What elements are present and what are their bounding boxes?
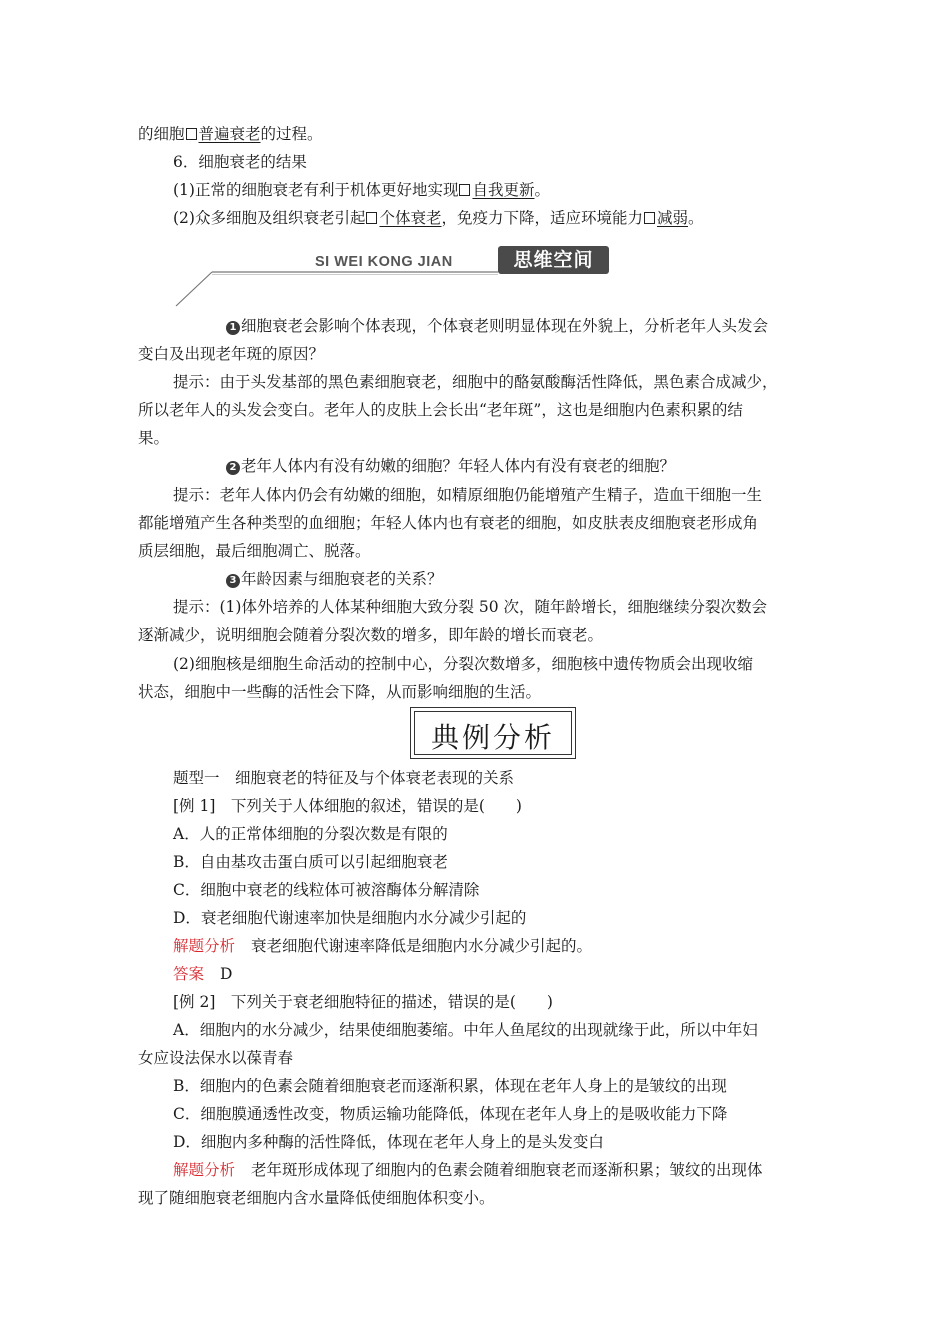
hint-2-line-2: 都能增殖产生各种类型的血细胞；年轻人体内也有衰老的细胞，如皮肤表皮细胞衰老形成角 xyxy=(138,514,759,532)
answer-box xyxy=(186,128,197,140)
hint-1-line-3: 果。 xyxy=(138,429,170,447)
section-6-point-1 xyxy=(173,180,550,200)
text: 。 xyxy=(534,181,550,199)
underlined-answer: 自我更新 xyxy=(472,181,535,199)
hint-1-line-1: 提示：由于头发基部的黑色素细胞衰老，细胞中的酪氨酸酶活性降低，黑色素合成减少， xyxy=(173,373,778,391)
answer-box xyxy=(644,212,655,224)
text: 。 xyxy=(688,209,704,227)
text: 的过程。 xyxy=(260,125,323,143)
analysis-label: 解题分析 xyxy=(173,1161,236,1179)
hint-3-line-2: 逐渐减少，说明细胞会随着分裂次数的增多，即年龄的增长而衰老。 xyxy=(138,626,604,644)
text: (2)众多细胞及组织衰老引起 xyxy=(173,209,366,227)
example-1-option-c: C．细胞中衰老的线粒体可被溶酶体分解清除 xyxy=(173,881,480,899)
example-2-analysis-line-1 xyxy=(173,1160,763,1180)
answer-box xyxy=(459,184,470,196)
answer-label: 答案 xyxy=(173,965,205,983)
question-type-1: 题型一 细胞衰老的特征及与个体衰老表现的关系 xyxy=(173,769,515,787)
example-2-option-a-line-1: A．细胞内的水分减少，结果使细胞萎缩。中年人鱼尾纹的出现就缘于此，所以中年妇 xyxy=(173,1021,758,1039)
analysis-text: 衰老细胞代谢速率降低是细胞内水分减少引起的。 xyxy=(251,937,593,955)
text: 老年人体内有没有幼嫩的细胞？年轻人体内有没有衰老的细胞？ xyxy=(241,457,676,475)
text: (1)正常的细胞衰老有利于机体更好地实现 xyxy=(173,181,459,199)
banner-english: SI WEI KONG JIAN xyxy=(315,254,453,270)
text: ，免疫力下降，适应环境能力 xyxy=(441,209,643,227)
text: 细胞衰老会影响个体表现，个体衰老则明显体现在外貌上，分析老年人头发会 xyxy=(241,317,769,335)
section-title: 典例分析 xyxy=(430,721,555,754)
number-3-icon: 3 xyxy=(226,574,240,588)
analysis-text: 老年斑形成体现了细胞内的色素会随着细胞衰老而逐渐积累；皱纹的出现体 xyxy=(251,1161,763,1179)
question-2-line-1 xyxy=(226,456,675,476)
hint-3-line-1: 提示：(1)体外培养的人体某种细胞大致分裂 50 次，随年龄增长，细胞继续分裂次数会 xyxy=(173,598,768,616)
number-1-icon: 1 xyxy=(226,321,240,335)
hint-2-line-3: 质层细胞，最后细胞凋亡、脱落。 xyxy=(138,542,371,560)
example-2-option-a-line-2: 女应设法保水以葆青春 xyxy=(138,1049,294,1067)
hint-3-line-4: 状态，细胞中一些酶的活性会下降，从而影响细胞的生活。 xyxy=(138,683,542,701)
underlined-answer: 减弱 xyxy=(657,209,689,227)
example-1-stem: [例 1] 下列关于人体细胞的叙述，错误的是( ) xyxy=(173,797,522,815)
example-2-option-c: C．细胞膜通透性改变，物质运输功能降低，体现在老年人身上的是吸收能力下降 xyxy=(173,1105,728,1123)
text: 的细胞 xyxy=(138,125,185,143)
answer-value: D xyxy=(220,965,233,983)
example-1-answer xyxy=(173,964,232,984)
example-2-option-b: B．细胞内的色素会随着细胞衰老而逐渐积累，体现在老年人身上的是皱纹的出现 xyxy=(173,1077,727,1095)
thinking-space-banner xyxy=(170,244,615,310)
hint-1-line-2: 所以老年人的头发会变白。老年人的皮肤上会长出“老年斑”，这也是细胞内色素积累的结 xyxy=(138,401,743,419)
answer-box xyxy=(366,212,377,224)
text: 年龄因素与细胞衰老的关系？ xyxy=(241,570,443,588)
question-3-line-1 xyxy=(226,569,443,589)
example-2-analysis-line-2: 现了随细胞衰老细胞内含水量降低使细胞体积变小。 xyxy=(138,1189,495,1207)
question-1-line-2: 变白及出现老年斑的原因？ xyxy=(138,345,325,363)
underlined-answer: 普遍衰老 xyxy=(198,125,261,143)
example-2-stem: [例 2] 下列关于衰老细胞特征的描述，错误的是( ) xyxy=(173,993,553,1011)
number-2-icon: 2 xyxy=(226,461,240,475)
example-1-analysis xyxy=(173,936,592,956)
example-1-option-d: D．衰老细胞代谢速率加快是细胞内水分减少引起的 xyxy=(173,909,527,927)
section-title-box xyxy=(410,707,576,759)
example-2-option-d: D．细胞内多种酶的活性降低，体现在老年人身上的是头发变白 xyxy=(173,1133,604,1151)
example-1-option-a: A．人的正常体细胞的分裂次数是有限的 xyxy=(173,825,448,843)
intro-line xyxy=(138,124,323,144)
underlined-answer: 个体衰老 xyxy=(379,209,442,227)
section-6-point-2 xyxy=(173,208,704,228)
hint-2-line-1: 提示：老年人体内仍会有幼嫩的细胞，如精原细胞仍能增殖产生精子，造血干细胞一生 xyxy=(173,486,763,504)
section-6-title: 6．细胞衰老的结果 xyxy=(173,153,307,171)
analysis-label: 解题分析 xyxy=(173,937,236,955)
question-1-line-1 xyxy=(226,316,768,336)
example-1-option-b: B．自由基攻击蛋白质可以引起细胞衰老 xyxy=(173,853,448,871)
hint-3-line-3: (2)细胞核是细胞生命活动的控制中心，分裂次数增多，细胞核中遗传物质会出现收缩 xyxy=(173,655,753,673)
banner-badge: 思维空间 xyxy=(498,246,609,274)
